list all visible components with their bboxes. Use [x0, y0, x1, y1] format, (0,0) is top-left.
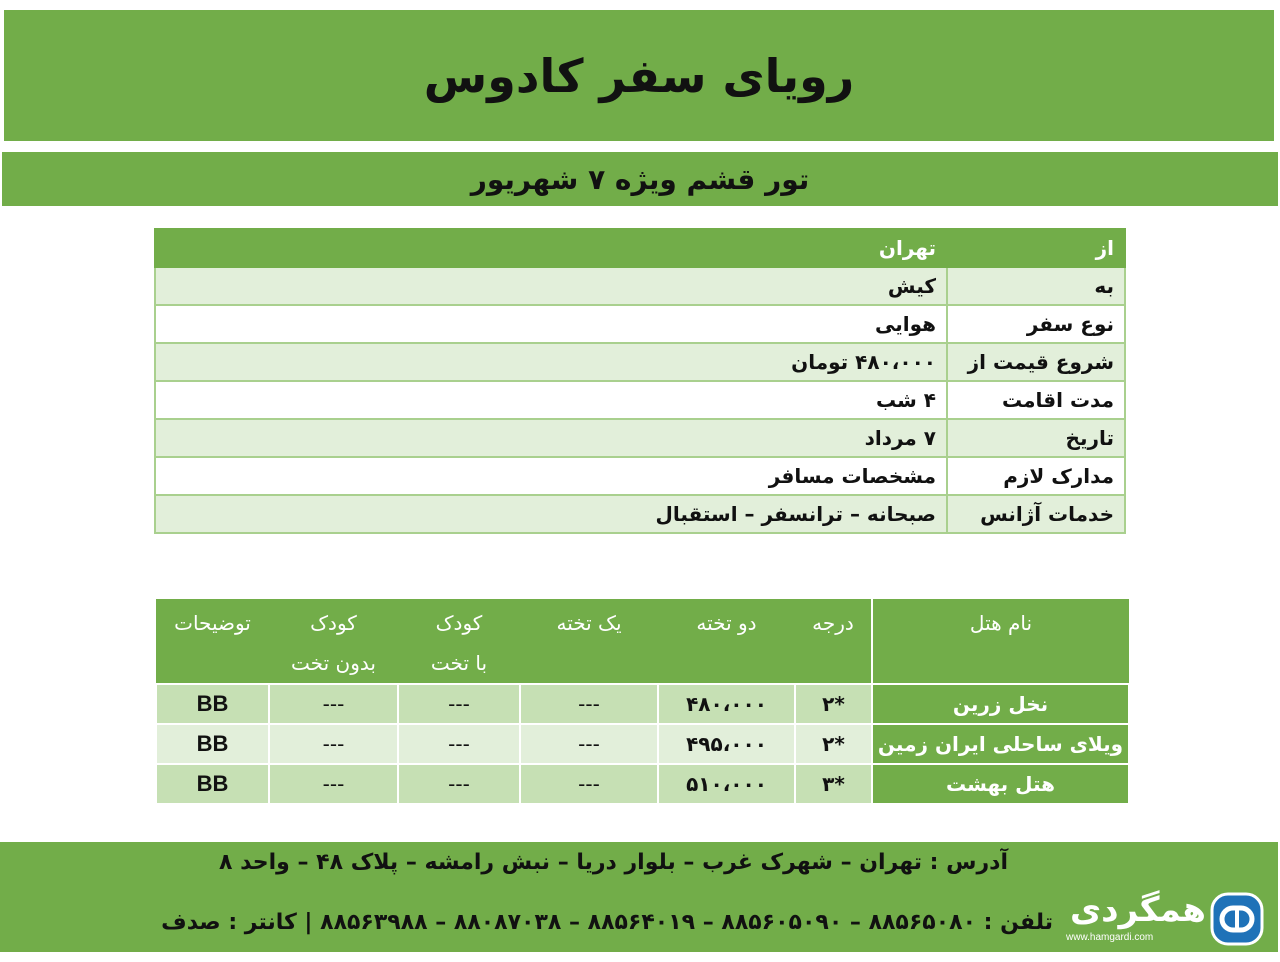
hotel-child-nobed-price: ---: [269, 764, 398, 804]
header-notes: توضیحات: [156, 599, 269, 684]
info-label: به: [947, 267, 1125, 305]
info-row: [155, 457, 1125, 495]
tour-info-table: [154, 228, 1126, 534]
info-value: مشخصات مسافر: [155, 457, 947, 495]
hotel-notes: BB: [156, 724, 269, 764]
hotel-grade: ۳*: [795, 764, 872, 804]
hotel-single-price: ---: [520, 764, 658, 804]
hotel-row: [156, 764, 1129, 804]
watermark-url: www.hamgardi.com: [1066, 932, 1154, 943]
info-row: [155, 305, 1125, 343]
hotel-child-nobed-price: ---: [269, 724, 398, 764]
info-row: [155, 267, 1125, 305]
hotel-notes: BB: [156, 684, 269, 724]
info-row: [155, 343, 1125, 381]
info-label: تاریخ: [947, 419, 1125, 457]
header-child-nobed-line1: کودک: [310, 611, 357, 635]
address-text: آدرس : تهران – شهرک غرب – بلوار دریا – نبش رامشه – پلاک ۴۸ – واحد ۸: [218, 850, 1008, 875]
page-title: رویای سفر کادوس: [423, 48, 855, 103]
hotel-notes: BB: [156, 764, 269, 804]
watermark-text: همگردی: [1070, 890, 1206, 930]
hotel-single-price: ---: [520, 724, 658, 764]
hotel-price-table: [155, 599, 1130, 805]
info-value: ۴ شب: [155, 381, 947, 419]
info-value: کیش: [155, 267, 947, 305]
page-subtitle: تور قشم ویژه ۷ شهریور: [470, 162, 810, 196]
info-label: مدت اقامت: [947, 381, 1125, 419]
info-label: خدمات آژانس: [947, 495, 1125, 533]
header-child-nobed-line2: بدون تخت: [291, 651, 376, 675]
hotel-row: [156, 724, 1129, 764]
info-label: از: [947, 229, 1125, 267]
info-row: [155, 381, 1125, 419]
header-grade: درجه: [795, 599, 872, 684]
hotel-double-price: ۵۱۰،۰۰۰: [658, 764, 795, 804]
hamgardi-logo-icon: [1210, 892, 1264, 946]
info-value: هوایی: [155, 305, 947, 343]
info-value: ۴۸۰،۰۰۰ تومان: [155, 343, 947, 381]
hotel-child-bed-price: ---: [398, 764, 520, 804]
phone-text: تلفن : ۸۸۵۶۵۰۸۰ – ۸۸۵۶۰۵۰۹۰ – ۸۸۵۶۴۰۱۹ – ۸۸۰۸۷۰۳۸ – ۸۸۵۶۳۹۸۸ | کانتر : صدف: [161, 910, 1053, 935]
hotel-double-price: ۴۸۰،۰۰۰: [658, 684, 795, 724]
info-row: [155, 229, 1125, 267]
info-value: تهران: [155, 229, 947, 267]
header-child-nobed: [269, 599, 398, 684]
hotel-name: هتل بهشت: [872, 764, 1129, 804]
hotel-grade: ۲*: [795, 684, 872, 724]
info-label: نوع سفر: [947, 305, 1125, 343]
subtitle-banner: [2, 152, 1278, 206]
title-banner: [4, 10, 1274, 141]
hotel-child-nobed-price: ---: [269, 684, 398, 724]
watermark: [1060, 888, 1272, 948]
header-child-bed-line1: کودک: [435, 611, 483, 635]
info-value: ۷ مرداد: [155, 419, 947, 457]
hotel-single-price: ---: [520, 684, 658, 724]
hotel-double-price: ۴۹۵،۰۰۰: [658, 724, 795, 764]
info-label: مدارک لازم: [947, 457, 1125, 495]
header-child-bed-line2: با تخت: [430, 651, 488, 675]
hotel-name: نخل زرین: [872, 684, 1129, 724]
hotel-header-row: [156, 599, 1129, 684]
info-value: صبحانه – ترانسفر – استقبال: [155, 495, 947, 533]
hotel-grade: ۲*: [795, 724, 872, 764]
hotel-name: ویلای ساحلی ایران زمین: [872, 724, 1129, 764]
header-double: دو تخته: [658, 599, 795, 684]
header-child-bed: [398, 599, 520, 684]
hotel-child-bed-price: ---: [398, 684, 520, 724]
info-row: [155, 495, 1125, 533]
header-single: یک تخته: [520, 599, 658, 684]
info-label: شروع قیمت از: [947, 343, 1125, 381]
info-row: [155, 419, 1125, 457]
hotel-row: [156, 684, 1129, 724]
hotel-child-bed-price: ---: [398, 724, 520, 764]
header-hotel-name: نام هتل: [872, 599, 1129, 684]
